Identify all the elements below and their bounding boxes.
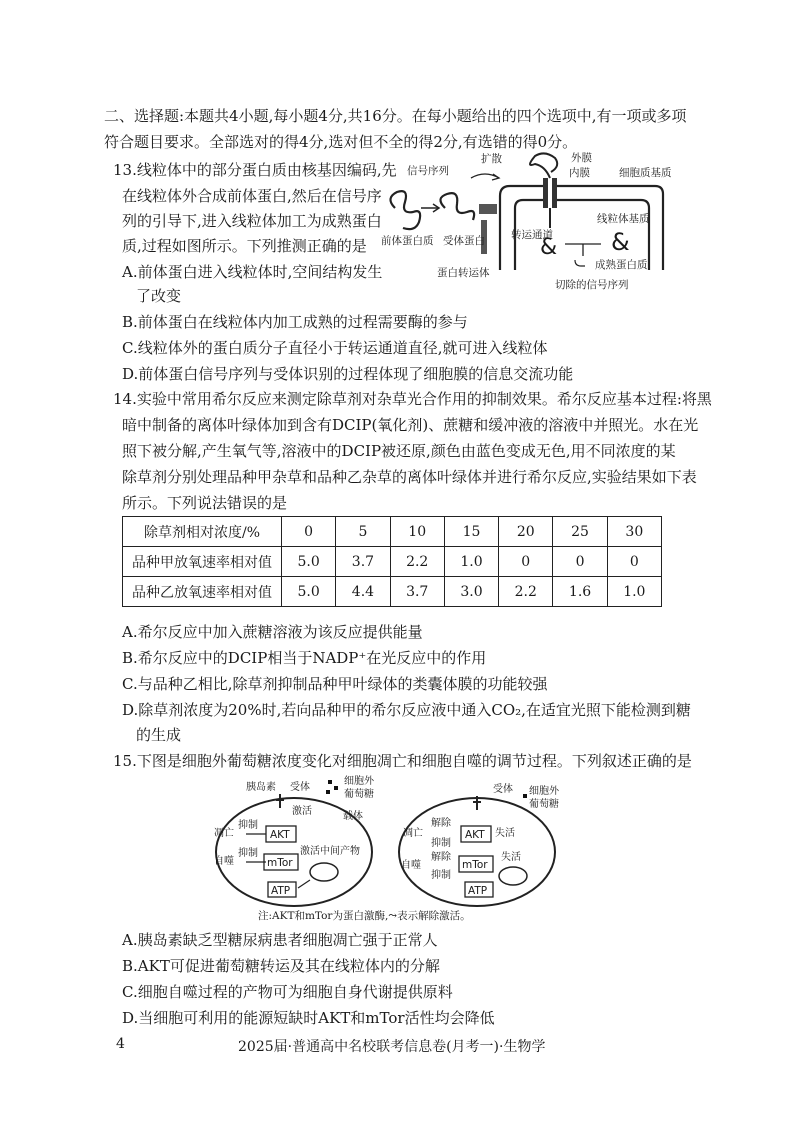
- label-insulin: 胰岛素: [246, 782, 276, 793]
- glucose-dot: [328, 780, 332, 784]
- table-cell: 0: [553, 547, 607, 577]
- protein-in-channel: [530, 153, 557, 178]
- table-cell: 2.2: [390, 547, 444, 577]
- footer-title: 2025届·普通高中名校联考信息卷(月考一)·生物学: [238, 1039, 546, 1055]
- label-autophagy: 自噬: [214, 856, 234, 867]
- table-header-label: 除草剂相对浓度/%: [123, 517, 282, 547]
- q15-figure-low-glucose: [395, 776, 570, 912]
- q13-stem-4: 质,过程如图所示。下列推测正确的是: [122, 237, 367, 255]
- cleaved-signal-mark: [575, 260, 585, 266]
- table-cell: 25: [553, 517, 607, 547]
- label-cytoplasm-matrix: 细胞质基质: [619, 167, 672, 179]
- q15-stem: 15.下图是细胞外葡萄糖浓度变化对细胞凋亡和细胞自噬的调节过程。下列叙述正确的是: [113, 752, 692, 770]
- table-cell: 0: [499, 547, 553, 577]
- table-cell: 0: [607, 547, 661, 577]
- q13-stem-1: 13.线粒体中的部分蛋白质由核基因编码,先: [113, 161, 397, 179]
- table-cell: 10: [390, 517, 444, 547]
- glucose-dot: [334, 786, 338, 790]
- label-release-1: 解除: [431, 818, 451, 829]
- table-cell: 15: [444, 517, 498, 547]
- channel-left-wall: [543, 178, 548, 208]
- label-atp: ATP: [271, 885, 291, 897]
- label-expand: 扩散: [481, 153, 502, 165]
- q14-stem-3: 照下被分解,产生氧气等,溶液中的DCIP被还原,颜色由蓝色变成无色,用不同浓度的某: [122, 442, 676, 460]
- table-cell: 3.7: [336, 547, 390, 577]
- q14-stem-5: 所示。下列说法错误的是: [122, 494, 288, 512]
- table-cell: 1.6: [553, 577, 607, 607]
- label-akt: AKT: [465, 829, 485, 841]
- table-row-variety-b: [123, 577, 662, 607]
- label-receptor: 受体: [290, 782, 310, 793]
- label-mtor: mTor: [267, 857, 293, 869]
- q15-option-b: B.AKT可促进葡萄糖转运及其在线粒体内的分解: [122, 957, 440, 975]
- table-cell: 20: [499, 517, 553, 547]
- precursor-squiggle-1: [390, 191, 420, 229]
- mitochondrion: [499, 867, 527, 885]
- q13-option-a-cont: 了改变: [136, 287, 182, 305]
- label-atp: ATP: [468, 885, 488, 897]
- q14-option-c: C.与品种乙相比,除草剂抑制品种甲叶绿体的类囊体膜的功能较强: [122, 675, 548, 693]
- label-precursor: 前体蛋白质: [381, 235, 434, 247]
- label-inhibit-1: 抑制: [238, 820, 258, 831]
- channel-right-wall: [552, 178, 557, 208]
- table-header-row: [123, 517, 662, 547]
- table-cell: 3.0: [444, 577, 498, 607]
- page-number: 4: [116, 1036, 125, 1052]
- q15-option-d: D.当细胞可利用的能源短缺时AKT和mTor活性均会降低: [122, 1009, 495, 1027]
- q13-stem-2: 在线粒体外合成前体蛋白,然后在信号序: [122, 187, 382, 205]
- label-extracellular: 细胞外: [344, 776, 374, 787]
- label-receptor: 受体蛋白: [443, 235, 485, 247]
- cleaved-protein-glyph: &: [540, 235, 558, 260]
- q13-stem-3: 列的引导下,进入线粒体加工为成熟蛋白: [122, 212, 382, 230]
- table-cell: 1.0: [607, 577, 661, 607]
- table-cell: 2.2: [499, 577, 553, 607]
- label-autophagy: 自噬: [401, 860, 421, 871]
- label-mature: 成熟蛋白质: [595, 259, 648, 271]
- q14-option-d: D.除草剂浓度为20%时,若向品种甲的希尔反应液中通入CO₂,在适宜光照下能检测到糖: [122, 701, 691, 719]
- mitochondrion: [310, 863, 338, 881]
- label-mito-matrix: 线粒体基质: [597, 213, 650, 225]
- q13-option-a: A.前体蛋白进入线粒体时,空间结构发生: [122, 263, 383, 281]
- q14-stem-1: 14.实验中常用希尔反应来测定除草剂对杂草光合作用的抑制效果。希尔反应基本过程:将黑: [113, 390, 712, 408]
- label-mtor: mTor: [462, 859, 488, 871]
- label-transporter: 蛋白转运体: [437, 267, 490, 279]
- label-channel: 转运通道: [511, 229, 553, 241]
- label-release-2: 解除: [431, 852, 451, 863]
- table-cell: 5.0: [282, 547, 336, 577]
- q14-stem-4: 除草剂分别处理品种甲杂草和品种乙杂草的离体叶绿体并进行希尔反应,实验结果如下表: [122, 468, 697, 486]
- label-akt: AKT: [270, 829, 290, 841]
- receptor-block: [479, 204, 497, 214]
- table-cell: 30: [607, 517, 661, 547]
- label-outer-membrane: 外膜: [571, 152, 592, 164]
- q14-option-d-cont: 的生成: [136, 726, 182, 744]
- label-inhibit-2: 抑制: [238, 848, 258, 859]
- table-cell: 1.0: [444, 547, 498, 577]
- table-row-variety-a: [123, 547, 662, 577]
- q15-option-a: A.胰岛素缺乏型糖尿病患者细胞凋亡强于正常人: [122, 931, 438, 949]
- glucose-dot: [523, 794, 527, 798]
- label-inhibit-1: 抑制: [431, 838, 451, 849]
- label-intermediate: 激活中间产物: [300, 846, 360, 857]
- table-row-label: 品种甲放氧速率相对值: [123, 547, 282, 577]
- q13-option-b: B.前体蛋白在线粒体内加工成熟的过程需要酶的参与: [122, 313, 468, 331]
- q13-option-c: C.线粒体外的蛋白质分子直径小于转运通道直径,就可进入线粒体: [122, 339, 548, 357]
- mature-protein-glyph: &: [611, 228, 630, 256]
- label-carrier: 载体: [343, 811, 363, 822]
- glucose-dot: [326, 790, 330, 794]
- section-header-line1: 二、选择题:本题共4小题,每小题4分,共16分。在每小题给出的四个选项中,有一项或多项: [104, 107, 687, 125]
- label-extracellular: 细胞外: [529, 786, 559, 797]
- label-glucose: 葡萄糖: [529, 799, 559, 810]
- label-receptor: 受体: [493, 784, 513, 795]
- label-inactivate-2: 失活: [501, 852, 521, 863]
- label-activate: 激活: [292, 806, 312, 817]
- label-inactivate-1: 失活: [495, 828, 515, 839]
- outer-membrane-left: [500, 186, 543, 270]
- label-apoptosis: 凋亡: [214, 828, 234, 839]
- label-inhibit-2: 抑制: [431, 870, 451, 881]
- receptor-shape: [276, 794, 284, 808]
- label-cleaved: 切除的信号序列: [555, 279, 629, 291]
- precursor-squiggle-2: [440, 193, 474, 220]
- table-cell: 3.7: [390, 577, 444, 607]
- table-cell: 4.4: [336, 577, 390, 607]
- section-header-line2: 符合题目要求。全部选对的得4分,选对但不全的得2分,有选错的得0分。: [104, 133, 578, 151]
- label-signal-seq: 信号序列: [407, 165, 449, 177]
- herbicide-table: [122, 516, 662, 607]
- q14-option-b: B.希尔反应中的DCIP相当于NADP⁺在光反应中的作用: [122, 649, 487, 667]
- q15-figure-normal: [210, 774, 385, 910]
- q15-figure-note: 注:AKT和mTor为蛋白激酶,⤳表示解除激活。: [258, 910, 471, 922]
- outer-membrane-right: [557, 186, 663, 270]
- q13-option-d: D.前体蛋白信号序列与受体识别的过程体现了细胞膜的信息交流功能: [122, 365, 574, 383]
- table-cell: 5.0: [282, 577, 336, 607]
- label-inner-membrane: 内膜: [569, 167, 590, 179]
- q13-mitochondria-diagram: [375, 148, 675, 298]
- label-glucose: 葡萄糖: [344, 789, 374, 800]
- table-cell: 0: [282, 517, 336, 547]
- table-row-label: 品种乙放氧速率相对值: [123, 577, 282, 607]
- q14-stem-2: 暗中制备的离体叶绿体加到含有DCIP(氧化剂)、蔗糖和缓冲液的溶液中并照光。水在光: [122, 416, 699, 434]
- q15-option-c: C.细胞自噬过程的产物可为细胞自身代谢提供原料: [122, 983, 453, 1001]
- label-apoptosis: 凋亡: [403, 828, 423, 839]
- q14-option-a: A.希尔反应中加入蔗糖溶液为该反应提供能量: [122, 623, 423, 641]
- table-cell: 5: [336, 517, 390, 547]
